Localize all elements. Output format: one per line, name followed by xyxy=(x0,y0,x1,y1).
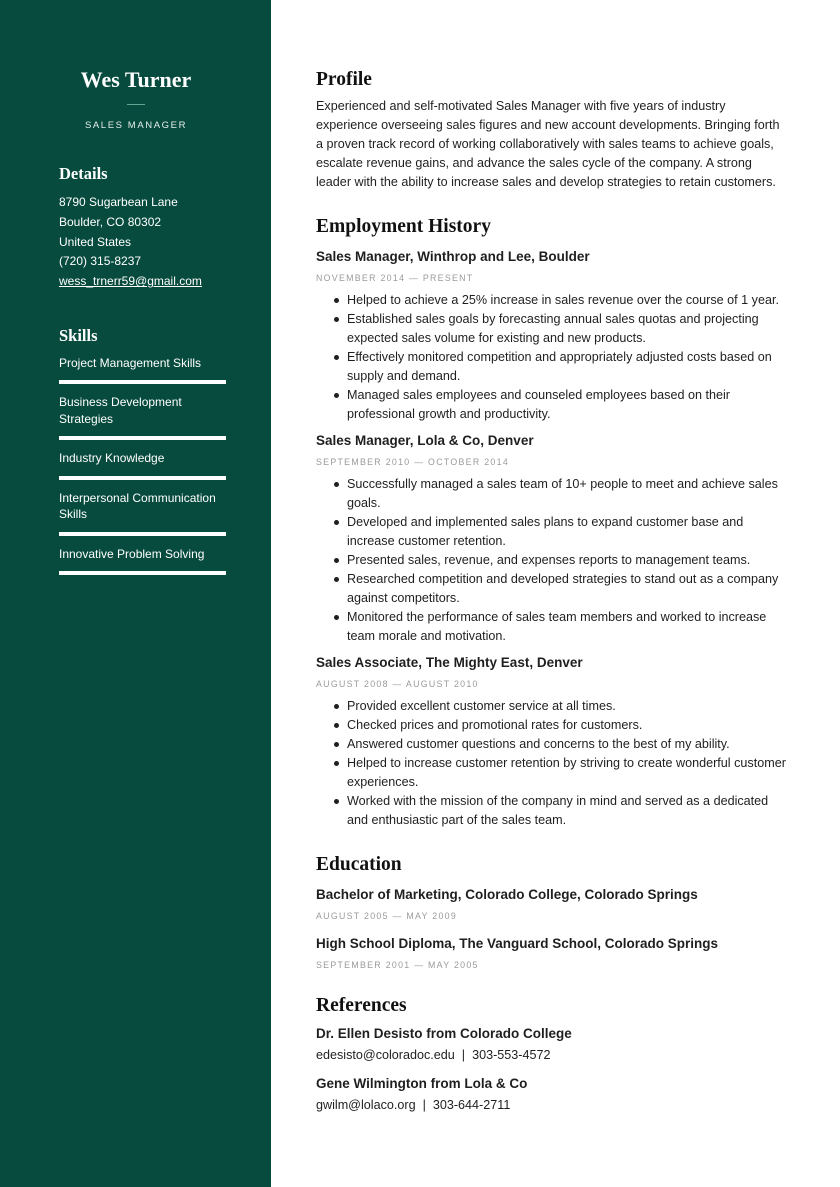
job-title: Sales Manager, Lola & Co, Denver xyxy=(316,433,534,448)
job-dates: AUGUST 2008 — AUGUST 2010 xyxy=(316,679,479,689)
references-section xyxy=(316,993,840,1114)
bullet-item: Developed and implemented sales plans to expand customer base and increase customer retention. xyxy=(316,513,791,551)
skill-level-bar xyxy=(59,571,226,575)
skill-item xyxy=(59,546,226,576)
profile-text: Experienced and self-motivated Sales Manager with five years of industry experience overseeing sales figures and new account developments. Bringing forth a proven track record of working collaboratively with sales teams to achieve goals, escalate revenue gains, and advance the sales cycle of the company. A strong leader with the ability to increase sales and develop strategies to retain customers. xyxy=(316,99,780,189)
reference-contact: gwilm@lolaco.org | 303-644-2711 xyxy=(316,1098,511,1112)
profile-heading: Profile xyxy=(316,69,372,90)
skill-level-bar xyxy=(59,436,226,440)
skill-item xyxy=(59,450,226,480)
skill-label: Interpersonal Communication Skills xyxy=(59,490,216,522)
bullet-item: Effectively monitored competition and appropriately adjusted costs based on supply and demand. xyxy=(316,348,791,386)
skill-item xyxy=(59,355,226,385)
country: United States xyxy=(59,234,132,249)
bullet-item: Researched competition and developed strategies to stand out as a company against competitors. xyxy=(316,570,791,608)
employment-heading: Employment History xyxy=(316,216,491,237)
profile-section xyxy=(316,67,840,192)
name-divider xyxy=(127,104,145,105)
details-block xyxy=(59,193,271,292)
sidebar xyxy=(0,0,271,1187)
references-heading: References xyxy=(316,995,407,1016)
bullet-item: Worked with the mission of the company in mind and served as a dedicated and enthusiastic part of the sales team. xyxy=(316,792,791,830)
education-dates: SEPTEMBER 2001 — MAY 2005 xyxy=(316,960,479,970)
skill-level-bar xyxy=(59,532,226,536)
bullet-item: Answered customer questions and concerns to the best of my ability. xyxy=(316,735,791,754)
bullet-item: Helped to increase customer retention by striving to create wonderful customer experiences. xyxy=(316,754,791,792)
job-bullets xyxy=(316,475,840,646)
skill-item xyxy=(59,490,226,536)
skill-item xyxy=(59,394,226,440)
skill-label: Industry Knowledge xyxy=(59,451,165,466)
bullet-item: Monitored the performance of sales team members and worked to increase team morale and motivation. xyxy=(316,608,791,646)
bullet-item: Checked prices and promotional rates for customers. xyxy=(316,716,791,735)
job-entry xyxy=(316,432,840,646)
address-line-2: Boulder, CO 80302 xyxy=(59,214,162,229)
skills-list xyxy=(59,355,226,576)
job-entry xyxy=(316,654,840,830)
job-dates: NOVEMBER 2014 — PRESENT xyxy=(316,273,474,283)
job-dates: SEPTEMBER 2010 — OCTOBER 2014 xyxy=(316,457,510,467)
job-entry xyxy=(316,248,840,424)
education-dates: AUGUST 2005 — MAY 2009 xyxy=(316,911,458,921)
reference-entry xyxy=(316,1075,840,1114)
details-heading: Details xyxy=(59,164,108,183)
bullet-item: Managed sales employees and counseled employees based on their professional growth and productivity. xyxy=(316,386,791,424)
education-section xyxy=(316,852,840,971)
candidate-name: Wes Turner xyxy=(80,67,192,92)
bullet-item: Presented sales, revenue, and expenses reports to management teams. xyxy=(316,551,791,570)
skill-label: Project Management Skills xyxy=(59,355,202,370)
education-title: Bachelor of Marketing, Colorado College, Colorado Springs xyxy=(316,887,698,902)
education-entry xyxy=(316,886,840,922)
skill-label: Innovative Problem Solving xyxy=(59,546,205,561)
job-title: Sales Associate, The Mighty East, Denver xyxy=(316,655,583,670)
education-heading: Education xyxy=(316,854,402,875)
bullet-item: Established sales goals by forecasting annual sales quotas and projecting expected sales volume for existing and new products. xyxy=(316,310,791,348)
bullet-item: Provided excellent customer service at all times. xyxy=(316,697,791,716)
bullet-item: Successfully managed a sales team of 10+ people to meet and achieve sales goals. xyxy=(316,475,791,513)
job-bullets xyxy=(316,291,840,424)
education-title: High School Diploma, The Vanguard School, Colorado Springs xyxy=(316,936,719,951)
skill-level-bar xyxy=(59,476,226,480)
job-title: Sales Manager, Winthrop and Lee, Boulder xyxy=(316,249,590,264)
skills-heading: Skills xyxy=(59,325,98,345)
bullet-item: Helped to achieve a 25% increase in sales revenue over the course of 1 year. xyxy=(316,291,791,310)
skill-label: Business Development Strategies xyxy=(59,395,182,426)
email-link[interactable]: wess_trnerr59@gmail.com xyxy=(59,274,202,289)
reference-name: Dr. Ellen Desisto from Colorado College xyxy=(316,1026,572,1041)
reference-contact: edesisto@coloradoc.edu | 303-553-4572 xyxy=(316,1048,551,1062)
education-entry xyxy=(316,935,840,971)
job-bullets xyxy=(316,697,840,830)
employment-section xyxy=(316,214,840,830)
candidate-role: SALES MANAGER xyxy=(84,120,188,131)
reference-name: Gene Wilmington from Lola & Co xyxy=(316,1076,528,1091)
phone: (720) 315-8237 xyxy=(59,254,142,269)
reference-entry xyxy=(316,1025,840,1064)
skill-level-bar xyxy=(59,380,226,384)
main-content xyxy=(271,0,840,1187)
address-line-1: 8790 Sugarbean Lane xyxy=(59,195,178,209)
